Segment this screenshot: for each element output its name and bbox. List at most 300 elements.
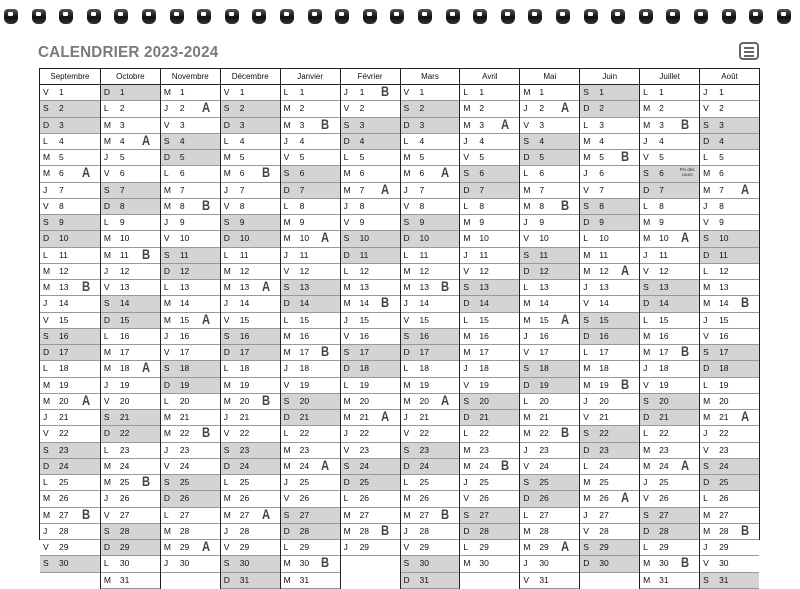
spiral-ring <box>501 9 515 24</box>
weekday-letter: M <box>463 233 471 244</box>
day-number: 14 <box>59 298 69 309</box>
day-cell <box>221 524 280 540</box>
day-cell <box>700 199 759 215</box>
day-cell <box>580 540 639 556</box>
weekday-letter: V <box>43 87 49 97</box>
weekday-letter: J <box>163 444 169 455</box>
day-number: 8 <box>719 200 724 211</box>
day-cell <box>281 573 340 589</box>
weekday-letter: D <box>703 135 710 146</box>
weekday-letter: M <box>343 509 351 520</box>
spiral-ring <box>528 9 542 24</box>
week-ab-mark: B <box>381 83 390 99</box>
weekday-letter: J <box>223 184 228 195</box>
day-cell <box>580 410 639 426</box>
weekday-letter: J <box>403 298 408 309</box>
weekday-letter: L <box>163 282 169 292</box>
day-number: 20 <box>659 395 669 406</box>
week-ab-mark: A <box>81 391 90 408</box>
day-number: 8 <box>359 200 365 211</box>
day-number: 6 <box>59 168 64 179</box>
weekday-letter: S <box>463 509 470 520</box>
week-ab-mark: B <box>501 456 510 473</box>
day-cell <box>700 101 759 117</box>
day-cell <box>520 524 579 540</box>
day-number: 18 <box>719 363 729 374</box>
day-number: 26 <box>239 493 250 504</box>
weekday-letter: S <box>703 119 709 130</box>
weekday-letter: D <box>43 119 50 130</box>
day-cell <box>221 556 280 572</box>
day-number: 15 <box>59 314 69 325</box>
weekday-letter: M <box>523 314 531 325</box>
weekday-letter: S <box>163 135 170 146</box>
day-number: 19 <box>299 379 310 390</box>
weekday-letter: M <box>283 574 291 585</box>
day-cell <box>460 264 519 280</box>
day-number: 4 <box>359 135 365 146</box>
weekday-letter: D <box>103 87 111 97</box>
weekday-letter: V <box>43 314 49 325</box>
weekday-letter: S <box>343 347 350 357</box>
weekday-letter: S <box>163 363 170 374</box>
day-cell <box>460 361 519 377</box>
week-ab-mark: A <box>561 99 570 116</box>
weekday-letter: J <box>643 363 648 374</box>
day-cell <box>700 443 759 459</box>
day-cell <box>281 426 340 442</box>
day-cell <box>40 410 100 426</box>
weekday-letter: S <box>103 525 110 536</box>
day-number: 3 <box>479 119 485 130</box>
weekday-letter: D <box>163 265 170 276</box>
weekday-letter: M <box>103 347 111 357</box>
day-number: 17 <box>539 347 549 357</box>
weekday-letter: V <box>223 542 230 552</box>
weekday-letter: L <box>463 428 469 439</box>
weekday-letter: J <box>43 525 48 536</box>
day-number: 30 <box>599 558 609 569</box>
day-cell <box>40 345 100 361</box>
day-number: 8 <box>659 200 664 211</box>
day-cell <box>460 426 519 442</box>
day-cell <box>640 378 699 394</box>
day-cell <box>401 391 460 410</box>
day-number: 2 <box>419 103 425 114</box>
weekday-letter: J <box>163 103 169 114</box>
weekday-letter: J <box>163 558 169 569</box>
weekday-letter: L <box>463 200 469 211</box>
weekday-letter: M <box>523 184 531 195</box>
weekday-letter: S <box>223 444 230 455</box>
day-number: 9 <box>659 217 664 227</box>
day-number: 23 <box>59 444 69 455</box>
day-cell <box>640 524 699 540</box>
calendar-icon <box>739 42 759 60</box>
day-number: 16 <box>179 330 190 341</box>
weekday-letter: J <box>583 395 588 406</box>
day-cell <box>640 475 699 491</box>
day-number: 7 <box>539 184 545 195</box>
day-cell <box>401 183 460 199</box>
day-number: 27 <box>179 509 190 520</box>
week-ab-mark: A <box>261 505 270 522</box>
weekday-letter: S <box>103 412 110 422</box>
day-number: 7 <box>419 184 425 195</box>
day-cell <box>101 459 160 475</box>
day-number: 5 <box>719 152 724 162</box>
weekday-letter: M <box>103 574 111 585</box>
weekday-letter: L <box>403 363 409 374</box>
day-number: 26 <box>59 493 69 504</box>
day-cell <box>520 85 579 101</box>
day-cell <box>520 394 579 410</box>
weekday-letter: M <box>43 265 51 276</box>
weekday-letter: M <box>463 460 471 471</box>
spiral-ring <box>473 9 487 24</box>
weekday-letter: D <box>163 493 170 504</box>
day-number: 12 <box>119 265 130 276</box>
weekday-letter: M <box>643 444 651 455</box>
month-header: Avril <box>460 69 519 85</box>
day-number: 11 <box>659 249 668 260</box>
day-cell <box>401 166 460 182</box>
day-cell <box>700 231 759 247</box>
weekday-letter: V <box>163 233 170 244</box>
day-number: 13 <box>719 282 729 292</box>
day-number: 16 <box>119 330 130 341</box>
day-cell <box>101 199 160 215</box>
day-cell <box>281 378 340 394</box>
weekday-letter: L <box>283 200 289 211</box>
weekday-letter: L <box>523 282 529 292</box>
day-number: 8 <box>599 200 604 211</box>
day-number: 15 <box>479 314 489 325</box>
day-cell <box>161 394 220 410</box>
day-cell <box>640 166 699 182</box>
day-cell <box>700 264 759 280</box>
day-cell <box>700 180 759 199</box>
week-ab-mark: A <box>621 261 630 278</box>
day-number: 26 <box>299 493 310 504</box>
weekday-letter: V <box>43 542 49 552</box>
day-number: 20 <box>719 395 729 406</box>
weekday-letter: J <box>283 363 288 374</box>
day-number: 5 <box>59 152 64 162</box>
day-number: 22 <box>659 428 669 439</box>
day-number: 27 <box>239 509 250 520</box>
day-number: 14 <box>239 298 250 309</box>
day-cell <box>341 199 400 215</box>
week-ab-mark: B <box>621 375 630 392</box>
weekday-letter: J <box>703 200 708 211</box>
weekday-letter: M <box>463 103 471 114</box>
day-cell <box>161 101 220 117</box>
weekday-letter: J <box>523 103 528 114</box>
weekday-letter: M <box>643 347 651 357</box>
weekday-letter: S <box>463 168 470 179</box>
day-cell <box>40 505 100 524</box>
day-cell <box>161 310 220 329</box>
weekday-letter: S <box>643 509 649 520</box>
weekday-letter: L <box>583 119 588 130</box>
day-cell <box>40 264 100 280</box>
day-number: 19 <box>599 379 609 390</box>
day-number: 29 <box>119 542 130 552</box>
day-number: 1 <box>599 87 604 97</box>
weekday-letter: L <box>523 395 529 406</box>
weekday-letter: M <box>523 298 531 309</box>
spiral-ring <box>694 9 708 24</box>
weekday-letter: L <box>463 87 469 97</box>
day-number: 29 <box>479 542 489 552</box>
day-cell <box>161 443 220 459</box>
day-cell <box>460 85 519 101</box>
day-number: 22 <box>599 428 609 439</box>
day-cell <box>341 118 400 134</box>
day-cell <box>460 215 519 231</box>
day-number: 6 <box>359 168 365 179</box>
day-cell <box>700 248 759 264</box>
weekday-letter: S <box>643 395 649 406</box>
day-number: 16 <box>419 330 429 341</box>
day-number: 27 <box>119 509 130 520</box>
day-cell <box>221 264 280 280</box>
weekday-letter: V <box>163 347 170 357</box>
weekday-letter: L <box>223 135 229 146</box>
day-number: 19 <box>239 379 250 390</box>
day-number: 20 <box>299 395 310 406</box>
day-number: 19 <box>419 379 429 390</box>
week-ab-mark: A <box>740 408 749 424</box>
weekday-letter: S <box>343 460 350 471</box>
day-cell <box>341 394 400 410</box>
day-number: 17 <box>239 347 250 357</box>
day-number: 24 <box>59 460 69 471</box>
day-number: 29 <box>239 542 250 552</box>
weekday-letter: V <box>523 460 529 471</box>
day-number: 1 <box>479 87 485 97</box>
week-ab-mark: A <box>381 180 390 197</box>
day-number: 23 <box>299 444 310 455</box>
day-cell <box>640 491 699 507</box>
weekday-letter: D <box>103 428 111 439</box>
day-number: 8 <box>479 200 485 211</box>
day-cell <box>161 508 220 524</box>
day-number: 19 <box>359 379 370 390</box>
weekday-letter: M <box>463 330 471 341</box>
weekday-letter: M <box>643 574 651 585</box>
spiral-ring <box>363 9 377 24</box>
day-cell <box>341 134 400 150</box>
day-cell <box>700 394 759 410</box>
weekday-letter: D <box>463 184 470 195</box>
day-number: 23 <box>419 444 429 455</box>
day-number: 3 <box>299 119 305 130</box>
day-cell <box>161 524 220 540</box>
weekday-letter: S <box>223 217 230 227</box>
weekday-letter: J <box>583 509 588 520</box>
weekday-letter: L <box>343 152 349 162</box>
weekday-letter: S <box>403 103 410 114</box>
week-ab-mark: B <box>740 294 749 311</box>
weekday-letter: J <box>223 525 228 536</box>
day-cell <box>640 115 699 134</box>
day-number: 26 <box>419 493 429 504</box>
day-cell <box>221 391 280 410</box>
day-cell <box>161 556 220 572</box>
weekday-letter: J <box>643 249 648 260</box>
weekday-letter: M <box>583 152 591 162</box>
weekday-letter: M <box>463 347 471 357</box>
day-number: 28 <box>179 525 190 536</box>
day-number: 17 <box>419 347 429 357</box>
day-number: 1 <box>299 87 305 97</box>
day-cell <box>640 101 699 117</box>
weekday-letter: M <box>43 493 51 504</box>
day-number: 21 <box>419 412 429 422</box>
day-cell <box>640 215 699 231</box>
weekday-letter: V <box>103 509 110 520</box>
weekday-letter: V <box>583 184 589 195</box>
day-number: 18 <box>119 363 130 374</box>
week-ab-mark: A <box>441 391 450 408</box>
weekday-letter: M <box>163 184 171 195</box>
spiral-ring <box>666 9 680 24</box>
day-number: 21 <box>479 412 489 422</box>
day-number: 26 <box>599 493 609 504</box>
weekday-letter: M <box>103 233 111 244</box>
day-number: 4 <box>59 135 64 146</box>
day-number: 22 <box>119 428 130 439</box>
weekday-letter: D <box>223 119 230 130</box>
day-cell <box>700 329 759 345</box>
day-cell <box>580 199 639 215</box>
day-cell <box>341 101 400 117</box>
day-number: 29 <box>659 542 669 552</box>
day-number: 5 <box>119 152 125 162</box>
day-cell <box>40 556 100 572</box>
day-cell <box>520 540 579 556</box>
day-number: 24 <box>719 460 729 471</box>
day-cell <box>700 556 759 572</box>
day-number: 15 <box>539 314 549 325</box>
day-number: 30 <box>479 558 489 569</box>
weekday-letter: M <box>523 412 531 422</box>
week-ab-mark: B <box>201 196 210 213</box>
day-cell <box>281 101 340 117</box>
day-cell <box>460 378 519 394</box>
day-number: 15 <box>239 314 250 325</box>
day-cell <box>580 248 639 264</box>
day-number: 23 <box>539 444 549 455</box>
day-number: 21 <box>119 412 130 422</box>
day-cell <box>161 215 220 231</box>
weekday-letter: L <box>283 314 289 325</box>
weekday-letter: J <box>163 330 169 341</box>
day-number: 4 <box>599 135 604 146</box>
week-ab-mark: B <box>261 391 270 408</box>
day-cell <box>520 183 579 199</box>
day-cell <box>640 264 699 280</box>
day-cell <box>101 508 160 524</box>
weekday-letter: M <box>223 152 231 162</box>
weekday-letter: D <box>643 525 650 536</box>
spiral-binding <box>0 0 800 30</box>
day-number: 27 <box>59 509 69 520</box>
month-column <box>340 69 400 589</box>
day-number: 20 <box>479 395 489 406</box>
weekday-letter: M <box>43 509 51 520</box>
day-number: 9 <box>179 217 185 227</box>
day-number: 30 <box>59 558 69 569</box>
weekday-letter: J <box>43 412 48 422</box>
weekday-letter: S <box>343 233 350 244</box>
day-number: 25 <box>359 477 370 487</box>
day-number: 8 <box>119 200 125 211</box>
weekday-letter: M <box>643 460 651 471</box>
weekday-letter: M <box>583 265 591 276</box>
day-cell <box>161 378 220 394</box>
day-number: 17 <box>119 347 130 357</box>
day-number: 30 <box>539 558 549 569</box>
day-cell <box>40 183 100 199</box>
day-cell <box>161 345 220 361</box>
day-cell <box>221 361 280 377</box>
day-number: 4 <box>479 135 485 146</box>
weekday-letter: L <box>523 509 529 520</box>
weekday-letter: L <box>343 265 349 276</box>
day-cell <box>640 345 699 361</box>
day-cell <box>281 410 340 426</box>
day-cell <box>580 556 639 572</box>
day-number: 12 <box>359 265 370 276</box>
weekday-letter: M <box>343 412 351 422</box>
day-number: 30 <box>239 558 250 569</box>
day-cell <box>40 475 100 491</box>
day-cell <box>161 329 220 345</box>
day-cell <box>700 345 759 361</box>
weekday-letter: D <box>523 379 530 390</box>
day-number: 5 <box>299 152 305 162</box>
week-ab-mark: A <box>81 164 90 181</box>
day-cell <box>221 183 280 199</box>
day-number: 10 <box>239 233 250 244</box>
weekday-letter: M <box>283 103 291 114</box>
day-number: 16 <box>539 330 549 341</box>
day-number: 6 <box>119 168 125 179</box>
weekday-letter: D <box>283 525 290 536</box>
weekday-letter: L <box>643 314 648 325</box>
weekday-letter: D <box>103 314 111 325</box>
day-cell <box>520 443 579 459</box>
weekday-letter: S <box>43 217 49 227</box>
weekday-letter: D <box>343 135 350 146</box>
day-cell <box>520 150 579 166</box>
day-number: 18 <box>239 363 250 374</box>
weekday-letter: V <box>643 152 649 162</box>
weekday-letter: S <box>583 542 589 552</box>
day-cell <box>40 391 100 410</box>
day-cell <box>640 199 699 215</box>
month-header: Décembre <box>221 69 280 85</box>
weekday-letter: S <box>43 444 49 455</box>
day-cell <box>640 280 699 296</box>
day-number: 31 <box>119 574 130 585</box>
day-cell <box>401 475 460 491</box>
day-cell <box>101 329 160 345</box>
weekday-letter: V <box>703 558 709 569</box>
